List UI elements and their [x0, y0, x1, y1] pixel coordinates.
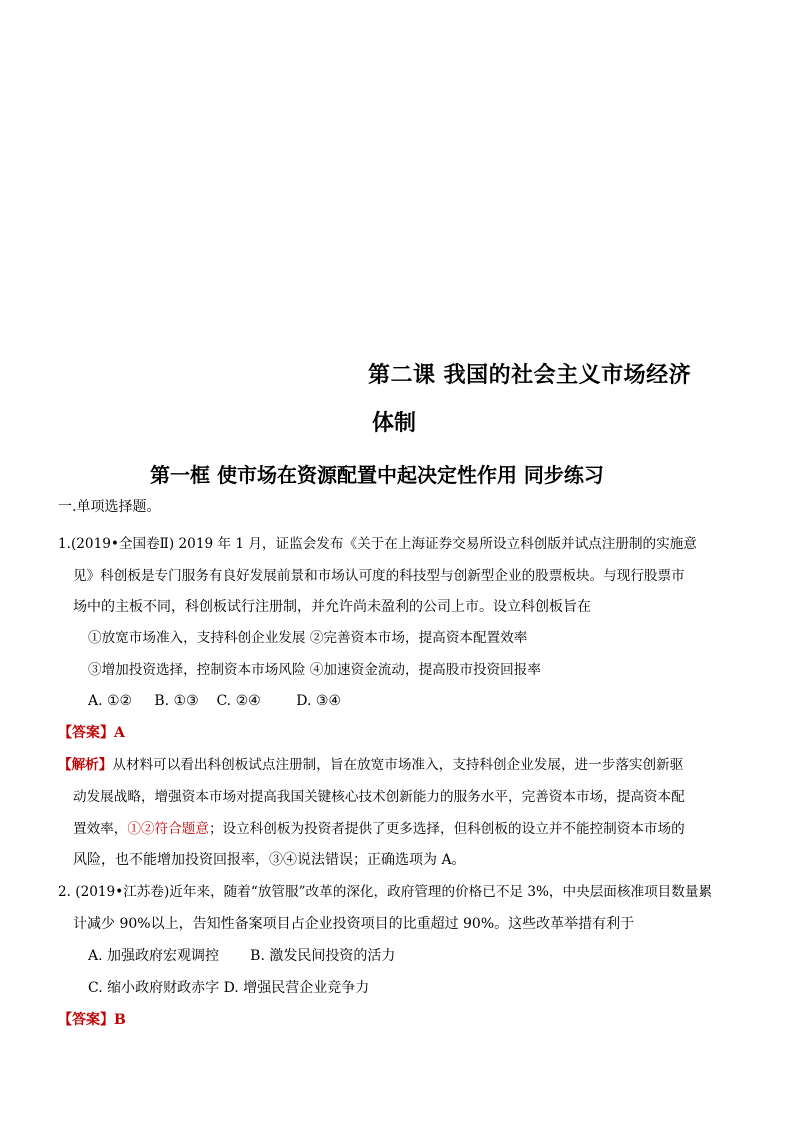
q1-options-2: ③增加投资选择，控制资本市场风险 ④加速资金流动，提高股市投资回报率 [88, 662, 541, 678]
answer-tag: 【答案】 [58, 1012, 114, 1028]
q1-choices: A. ①② B. ①③ C. ②④ D. ③④ [88, 693, 341, 709]
answer-value: B [114, 1012, 126, 1028]
section-title: 第一框 使市场在资源配置中起决定性作用 同步练习 [150, 463, 604, 487]
q2-line-2: 计减少 90%以上，告知性备案项目占企业投资项目的比重超过 90%。这些改革举措有利于 [73, 916, 635, 932]
analysis-text: 从材料可以看出科创板试点注册制，旨在放宽市场准入，支持科创企业发展，进一步落实创新驱 [112, 757, 684, 773]
lesson-title: 第二课 我国的社会主义市场经济 [368, 362, 692, 388]
q1-line-1: 1.(2019•全国卷Ⅱ) 2019 年 1 月，证监会发布《关于在上海证券交易所设立科创版并试点注册制的实施意 [58, 536, 697, 552]
lesson-title-cont: 体制 [372, 410, 417, 436]
analysis-3a: 置效率， [73, 821, 128, 837]
section-header: 一.单项选择题。 [58, 499, 161, 515]
q1-analysis-4: 风险，也不能增加投资回报率，③④说法错误；正确选项为 A。 [73, 852, 466, 868]
q2-choices-1: A. 加强政府宏观调控 B. 激发民间投资的活力 [88, 948, 396, 964]
q2-line-1: 2. (2019•江苏卷)近年来，随着“放管服”改革的深化，政府管理的价格已不足 3%，中央层面核准项目数量累 [58, 884, 713, 900]
answer-value: A [114, 725, 125, 741]
analysis-tag: 【解析】 [58, 757, 113, 773]
q1-analysis-3 [73, 819, 685, 839]
q1-answer [58, 723, 125, 743]
q1-line-3: 场中的主板不同，科创板试行注册制，并允许尚未盈利的公司上市。设立科创板旨在 [73, 599, 591, 615]
q1-analysis-2: 动发展战略，增强资本市场对提高我国关键核心技术创新能力的服务水平，完善资本市场，提高资本配 [73, 789, 685, 805]
q1-analysis-1 [58, 755, 683, 775]
analysis-3c: ；设立科创板为投资者提供了更多选择，但科创板的设立并不能控制资本市场的 [208, 821, 685, 837]
q2-answer [58, 1010, 126, 1030]
q2-choices-2: C. 缩小政府财政赤字 D. 增强民营企业竞争力 [88, 980, 370, 996]
answer-tag: 【答案】 [58, 725, 114, 741]
q1-line-2: 见》科创板是专门服务有良好发展前景和市场认可度的科技型与创新型企业的股票板块。与现行股票市 [73, 568, 685, 584]
q1-options-1: ①放宽市场准入，支持科创企业发展 ②完善资本市场，提高资本配置效率 [88, 630, 528, 646]
analysis-3b: ①②符合题意 [127, 821, 209, 837]
